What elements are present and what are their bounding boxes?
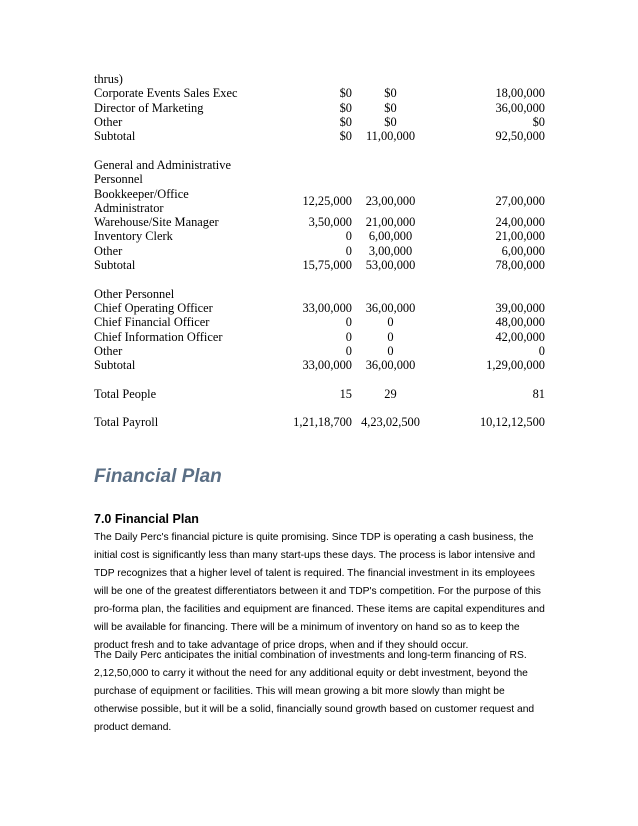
total-payroll-row — [94, 415, 554, 429]
year2-value: 11,00,000 — [365, 129, 416, 144]
year3-value: 21,00,000 — [495, 229, 545, 244]
row-label: Subtotal — [94, 358, 136, 373]
year3-value: 24,00,000 — [495, 215, 545, 230]
table-row — [94, 301, 554, 315]
total-people-row — [94, 387, 554, 401]
year3-value: 81 — [532, 386, 545, 401]
year1-value: 0 — [345, 229, 352, 244]
year1-value: 0 — [345, 315, 352, 330]
row-label: Inventory Clerk — [94, 229, 173, 244]
year1-value: $0 — [339, 100, 352, 115]
row-label: Warehouse/Site Manager — [94, 215, 219, 230]
year2-value: $0 — [384, 100, 397, 115]
year3-value: 18,00,000 — [495, 86, 545, 101]
year1-value: 12,25,000 — [302, 193, 352, 208]
year1-value: 33,00,000 — [302, 358, 352, 373]
row-label: Total Payroll — [94, 414, 159, 429]
group-heading: General and Administrative — [94, 157, 231, 172]
body-paragraph: The Daily Perc anticipates the initial combination of investments and long-term financing of RS. 2,12,50,000 to carry it without the need for any additional equity or debt investment, beyond the purchase of equipment or facilities. This will mean growing a bit more slowly than might be otherwise possible, but it will be a solid, financially sound growth based on customer request and product demand. — [94, 650, 535, 733]
year1-value: $0 — [339, 114, 352, 129]
row-label: Total People — [94, 386, 157, 401]
subtotal-row — [94, 258, 554, 272]
payroll-table — [94, 72, 554, 429]
year3-value: $0 — [532, 114, 545, 129]
year2-value: 36,00,000 — [365, 301, 416, 316]
table-row — [94, 244, 554, 258]
table-row — [94, 86, 554, 100]
table-row — [94, 344, 554, 358]
spacer — [94, 143, 554, 158]
year2-value: 0 — [387, 329, 394, 344]
year1-value: 0 — [345, 344, 352, 359]
year2-value: 23,00,000 — [365, 193, 416, 208]
year3-value: 48,00,000 — [495, 315, 545, 330]
year3-value: 39,00,000 — [495, 301, 545, 316]
row-label: Other — [94, 243, 123, 258]
row-label: Director of Marketing — [94, 100, 204, 115]
row-label: Chief Financial Officer — [94, 315, 210, 330]
row-label: Other — [94, 344, 123, 359]
year2-value: 0 — [387, 315, 394, 330]
row-label: Chief Operating Officer — [94, 301, 213, 316]
year1-value: 15 — [339, 386, 352, 401]
year2-value: 21,00,000 — [365, 215, 416, 230]
row-label: Chief Information Officer — [94, 329, 223, 344]
table-row — [94, 187, 554, 216]
table-row — [94, 330, 554, 344]
year3-value: 10,12,12,500 — [479, 414, 545, 429]
year1-value: 0 — [345, 243, 352, 258]
year3-value: 92,50,000 — [495, 129, 545, 144]
year2-value: 53,00,000 — [365, 258, 416, 273]
row-label: Other — [94, 114, 123, 129]
year1-value: $0 — [339, 129, 352, 144]
year3-value: 36,00,000 — [495, 100, 545, 115]
year1-value: 1,21,18,700 — [293, 414, 352, 429]
year3-value: 0 — [538, 344, 545, 359]
section-title: Financial Plan — [94, 466, 222, 487]
subtotal-row — [94, 129, 554, 143]
year3-value: 27,00,000 — [495, 193, 545, 208]
row-label: Subtotal — [94, 258, 136, 273]
year2-value: 29 — [384, 386, 397, 401]
year2-value: 0 — [387, 344, 394, 359]
year1-value: 3,50,000 — [308, 215, 352, 230]
group-heading: Personnel — [94, 172, 143, 187]
year3-value: 1,29,00,000 — [486, 358, 545, 373]
table-row — [94, 72, 554, 86]
body-paragraph: The Daily Perc's financial picture is quite promising. Since TDP is operating a cash business, the initial cost is significantly less than many start-ups these days. The process is labor intensive and TDP recognizes that a higher level of talent is required. The financial investment in its employees will be one of the greatest differentiators between it and TDP's competition. For the purpose of this pro-forma plan, the facilities and equipment are financed. These items are capital expenditures and will be available for financing. There will be a minimum of inventory on hand so as to keep the product fresh and to take advantage of price drops, when and if they should occur. — [94, 532, 545, 651]
year1-value: $0 — [339, 86, 352, 101]
year2-value: $0 — [384, 114, 397, 129]
subsection-title: 7.0 Financial Plan — [94, 512, 199, 526]
subtotal-row — [94, 358, 554, 372]
group-heading: Other Personnel — [94, 286, 175, 301]
year2-value: 36,00,000 — [365, 358, 416, 373]
spacer — [94, 272, 554, 287]
year2-value: 6,00,000 — [368, 229, 413, 244]
table-row — [94, 229, 554, 243]
table-row — [94, 101, 554, 115]
row-label: Corporate Events Sales Exec — [94, 86, 238, 101]
table-row — [94, 315, 554, 329]
year1-value: 0 — [345, 329, 352, 344]
year3-value: 78,00,000 — [495, 258, 545, 273]
row-label: Subtotal — [94, 129, 136, 144]
spacer — [94, 401, 554, 415]
year2-value: 4,23,02,500 — [361, 414, 420, 429]
table-row — [94, 215, 554, 229]
year2-value: 3,00,000 — [368, 243, 413, 258]
year3-value: 6,00,000 — [501, 243, 545, 258]
year3-value: 42,00,000 — [495, 329, 545, 344]
spacer — [94, 373, 554, 387]
row-label: thrus) — [94, 72, 123, 86]
year1-value: 33,00,000 — [302, 301, 352, 316]
year1-value: 15,75,000 — [302, 258, 352, 273]
table-row — [94, 115, 554, 129]
year2-value: $0 — [384, 86, 397, 101]
row-label: Bookkeeper/Office Administrator — [94, 186, 189, 215]
